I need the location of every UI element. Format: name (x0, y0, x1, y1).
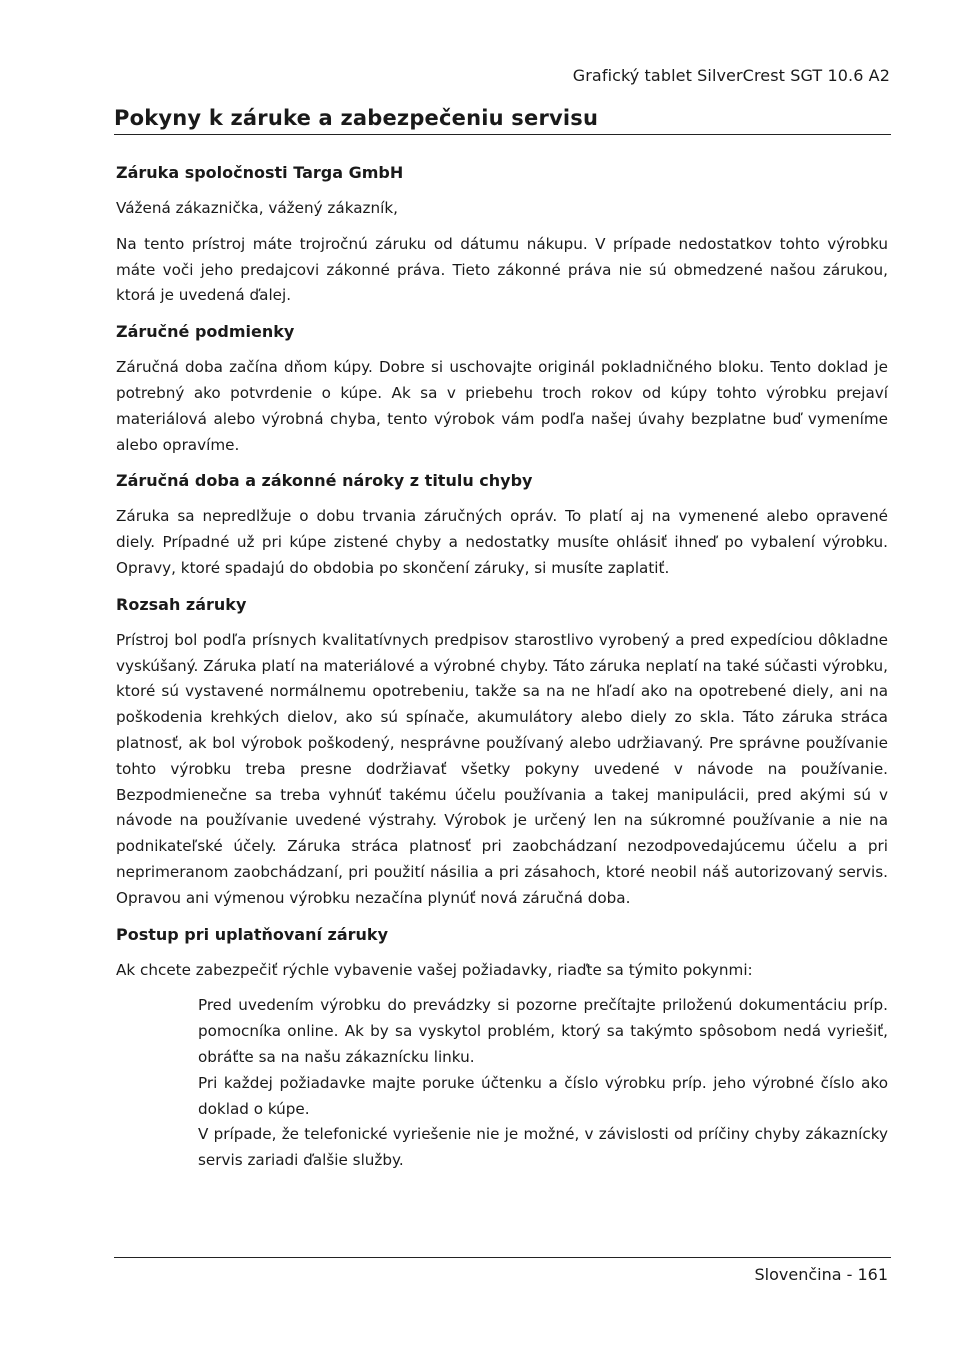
instruction-item: V prípade, že telefonické vyriešenie nie je možné, v závislosti od príčiny chyby zákaznícky servis zariadi ďalšie služby. (198, 1125, 888, 1170)
paragraph: Na tento prístroj máte trojročnú záruku od dátumu nákupu. V prípade nedostatkov tohto výrobku máte voči jeho predajcovi zákonné práva. Tieto zákonné práva nie sú obmedzené našou zárukou, ktorá je uvedená ďalej. (116, 234, 888, 305)
footer-divider (114, 1257, 891, 1258)
document-body (116, 160, 888, 1174)
section-heading: Rozsah záruky (116, 594, 247, 614)
paragraph: Ak chcete zabezpečiť rýchle vybavenie vašej požiadavky, riaďte sa týmito pokynmi: (116, 960, 753, 979)
page-header: Grafický tablet SilverCrest SGT 10.6 A2 (572, 66, 890, 85)
title-block (114, 106, 891, 135)
section-heading: Záručná doba a zákonné nároky z titulu chyby (116, 471, 533, 491)
page-title: Pokyny k záruke a zabezpečeniu servisu (114, 106, 599, 130)
section-heading: Záruka spoločnosti Targa GmbH (116, 163, 404, 182)
paragraph: Vážená zákaznička, vážený zákazník, (116, 199, 398, 217)
paragraph: Záručná doba začína dňom kúpy. Dobre si uschovajte originál pokladničného bloku. Tento doklad je potrebný ako potvrdenie o kúpe. Ak sa v priebehu troch rokov od kúpy tohto výrobku prejaví materiálová alebo výrobná chyba, tento výrobok vám podľa našej úvahy bezplatne buď vymeníme alebo opravíme. (116, 358, 888, 454)
section-heading: Záručné podmienky (116, 322, 295, 342)
paragraph: Záruka sa nepredlžuje o dobu trvania záručných opráv. To platí aj na vymenené alebo opravené diely. Prípadné už pri kúpe zistené chyby a nedostatky musíte ohlásiť ihneď po vybalení výrobku. Opravy, ktoré spadajú do obdobia po skončení záruky, si musíte zaplatiť. (116, 507, 888, 577)
instruction-item: Pred uvedením výrobku do prevádzky si pozorne prečítajte priloženú dokumentáciu príp. pomocníka online. Ak by sa vyskytol problém, ktorý sa takýmto spôsobom nedá vyriešiť, obráťte sa na našu zákaznícku linku. (198, 996, 888, 1066)
paragraph: Prístroj bol podľa prísnych kvalitatívnych predpisov starostlivo vyrobený a pred expedíciou dôkladne vyskúšaný. Záruka platí na materiálové a výrobné chyby. Táto záruka neplatí na také súčasti výrobku, ktoré sú vystavené normálnemu opotrebeniu, takže sa na ne hľadí ako na opotrebené diely, ani na poškodenia krehkých dielov, ako sú spínače, akumulátory alebo diely zo skla. Táto záruka stráca platnosť, ak bol výrobok poškodený, nesprávne používaný alebo udržiavaný. Pre správne používanie tohto výrobku treba presne dodržiavať všetky pokyny uvedené v návode na používanie. Bezpodmienečne sa treba vyhnúť takému účelu používania a takej manipulácii, pred akými sú v návode na používanie uvedené výstrahy. Výrobok je určený len na súkromné používanie a nie na podnikateľské účely. Záruka stráca platnosť pri zaobchádzaní nezodpovedajúcemu účelu a pri neprimeranom zaobchádzaní, pri použití násilia a pri zásahoch, ktoré neobil náš autorizovaný servis. Opravou ani výmenou výrobku nezačína plynúť nová záručná doba. (116, 630, 888, 907)
instruction-list (116, 993, 888, 1174)
section-heading: Postup pri uplatňovaní záruky (116, 924, 388, 944)
instruction-item: Pri každej požiadavke majte poruke účtenku a číslo výrobku príp. jeho výrobné číslo ako doklad o kúpe. (198, 1073, 888, 1118)
page-footer: Slovenčina - 161 (754, 1265, 888, 1284)
